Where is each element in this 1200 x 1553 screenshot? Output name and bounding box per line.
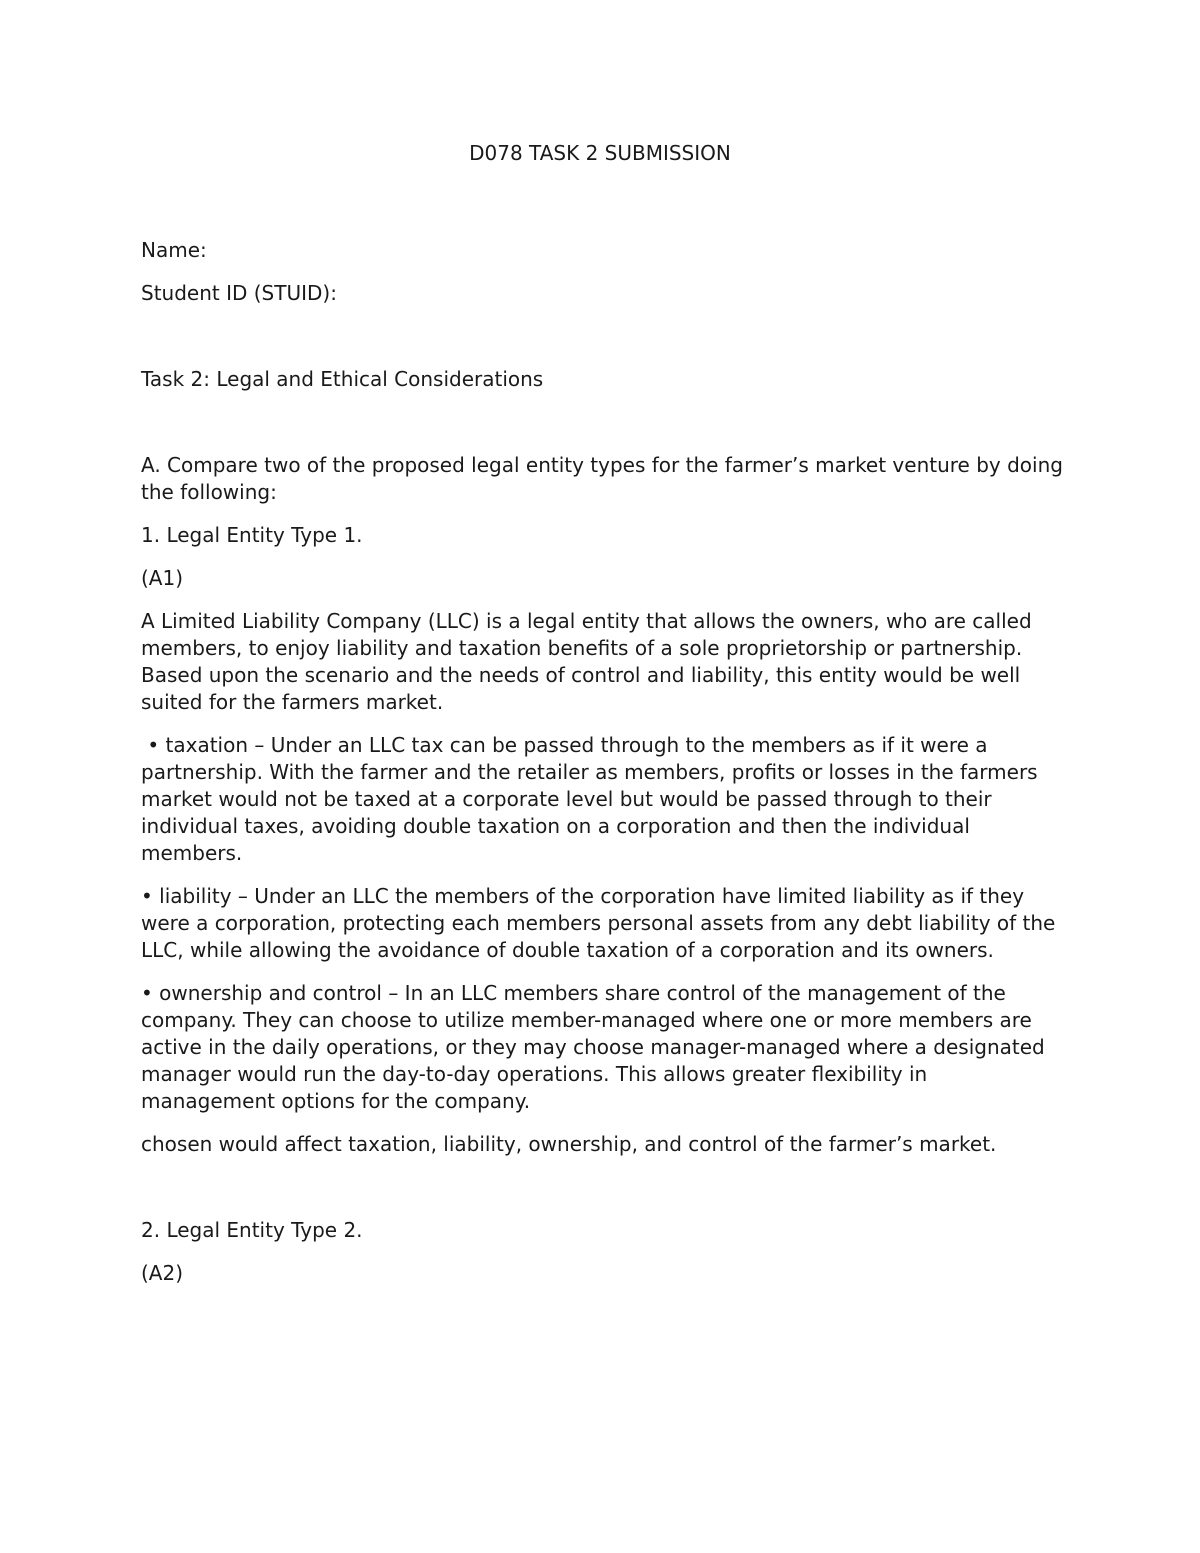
- bullet-ownership: • ownership and control – In an LLC members share control of the management of the company. They can choose to utilize member-managed where one or more members are active in the daily operations, or they may choose manager-managed where a designated manager would run the day-to-day operations. This allows greater flexibility in management options for the company.: [141, 981, 1045, 1113]
- bullet-liability: • liability – Under an LLC the members of the corporation have limited liability as if they were a corporation, protecting each members personal assets from any debt liability of the LLC, while allowing the avoidance of double taxation of a corporation and its owners.: [141, 884, 1056, 962]
- a1-intro-paragraph: A Limited Liability Company (LLC) is a legal entity that allows the owners, who are called members, to enjoy liability and taxation benefits of a sole proprietorship or partnership. Based upon the scenario and the needs of control and liability, this entity would be well suited for the farmers market.: [141, 609, 1032, 714]
- document-title: D078 TASK 2 SUBMISSION: [469, 141, 731, 165]
- item2-heading: 2. Legal Entity Type 2.: [141, 1218, 363, 1242]
- task-heading: Task 2: Legal and Ethical Considerations: [141, 367, 544, 391]
- item1-heading: 1. Legal Entity Type 1.: [141, 523, 363, 547]
- section-a-text: A. Compare two of the proposed legal entity types for the farmer’s market venture by doing the following:: [141, 453, 1063, 504]
- a2-label: (A2): [141, 1261, 184, 1285]
- closing-paragraph: chosen would affect taxation, liability, ownership, and control of the farmer’s market.: [141, 1132, 997, 1156]
- document-body: [141, 140, 1066, 1287]
- student-id-label: Student ID (STUID):: [141, 281, 337, 305]
- bullet-taxation: • taxation – Under an LLC tax can be passed through to the members as if it were a partnership. With the farmer and the retailer as members, profits or losses in the farmers market would not be taxed at a corporate level but would be passed through to their individual taxes, avoiding double taxation on a corporation and then the individual members.: [141, 733, 1044, 865]
- a1-label: (A1): [141, 566, 184, 590]
- name-label: Name:: [141, 238, 207, 262]
